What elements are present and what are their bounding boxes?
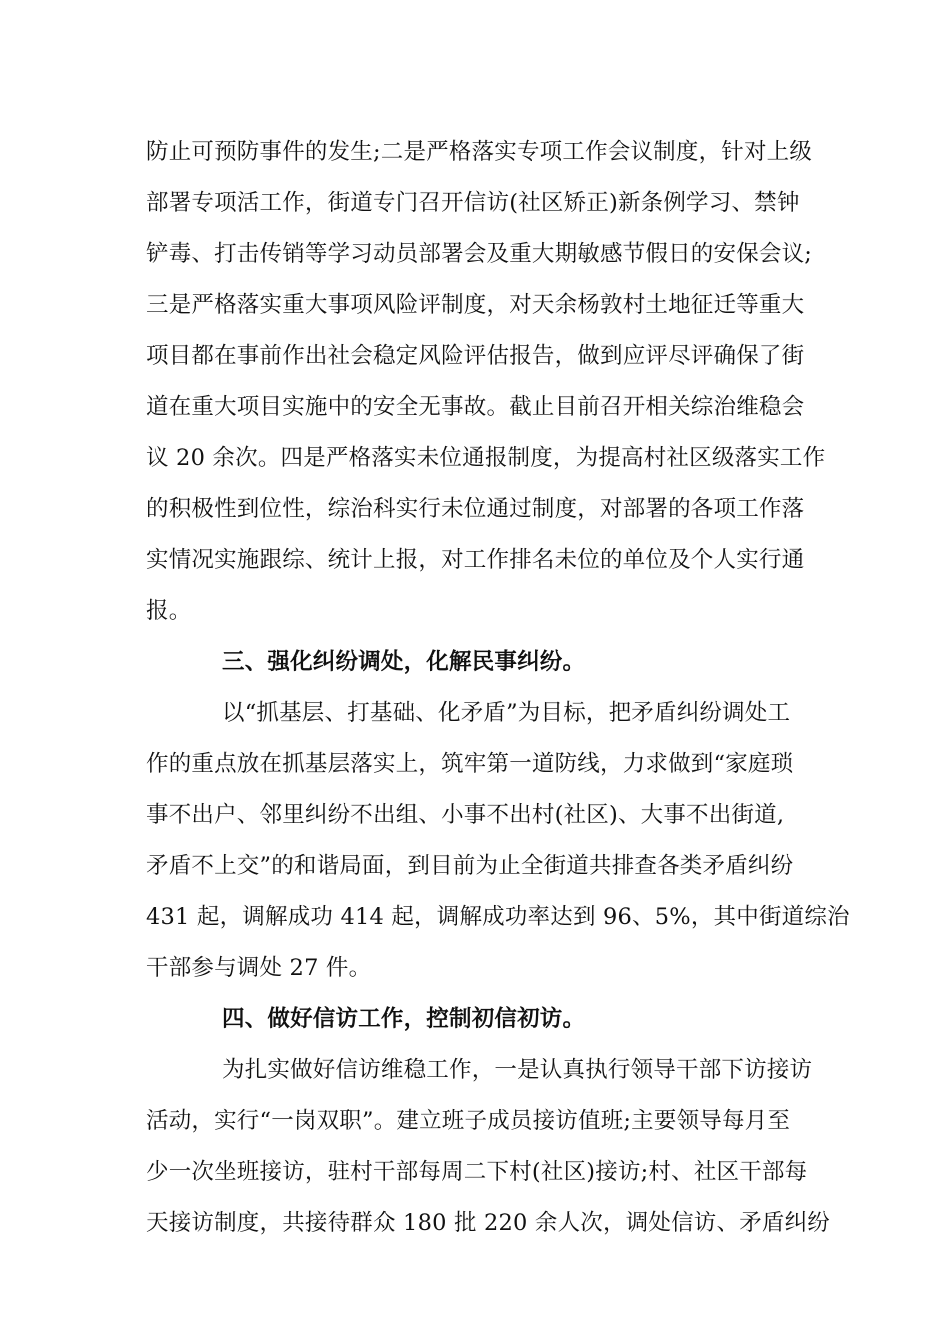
body-line: 议 20 余次。四是严格落实未位通报制度，为提高村社区级落实工作 <box>146 445 826 471</box>
body-line: 作的重点放在抓基层落实上，筑牢第一道防线，力求做到“家庭琐 <box>146 751 794 777</box>
body-line: 为扎实做好信访维稳工作，一是认真执行领导干部下访接访 <box>222 1057 813 1083</box>
body-line: 少一次坐班接访，驻村干部每周二下村(社区)接访;村、社区干部每 <box>146 1159 808 1185</box>
body-line: 三是严格落实重大事项风险评制度，对天余杨敦村土地征迁等重大 <box>146 292 805 318</box>
body-line: 天接访制度，共接待群众 180 批 220 余人次，调处信访、矛盾纠纷 <box>146 1210 831 1236</box>
body-line: 431 起，调解成功 414 起，调解成功率达到 96、5%，其中街道综治 <box>146 904 850 930</box>
body-line: 的积极性到位性，综治科实行未位通过制度，对部署的各项工作落 <box>146 496 805 522</box>
body-line: 防止可预防事件的发生;二是严格落实专项工作会议制度，针对上级 <box>146 139 813 165</box>
body-line: 矛盾不上交”的和谐局面，到目前为止全街道共排查各类矛盾纠纷 <box>146 853 794 879</box>
body-line: 部署专项活工作，街道专门召开信访(社区矫正)新条例学习、禁钟 <box>146 190 800 216</box>
body-line: 铲毒、打击传销等学习动员部署会及重大期敏感节假日的安保会议; <box>146 241 813 267</box>
body-line: 项目都在事前作出社会稳定风险评估报告，做到应评尽评确保了街 <box>146 343 805 369</box>
section-heading-4: 四、做好信访工作，控制初信初访。 <box>222 1006 586 1032</box>
body-line: 道在重大项目实施中的安全无事故。截止目前召开相关综治维稳会 <box>146 394 805 420</box>
section-heading-3: 三、强化纠纷调处，化解民事纠纷。 <box>222 649 586 675</box>
body-line: 以“抓基层、打基础、化矛盾”为目标，把矛盾纠纷调处工 <box>222 700 791 726</box>
body-line: 实情况实施跟综、统计上报，对工作排名未位的单位及个人实行通 <box>146 547 805 573</box>
body-line: 事不出户、邻里纠纷不出组、小事不出村(社区)、大事不出街道, <box>146 802 785 828</box>
body-line: 干部参与调处 27 件。 <box>146 955 372 981</box>
body-line: 报。 <box>146 598 192 624</box>
body-line: 活动，实行“一岗双职”。建立班子成员接访值班;主要领导每月至 <box>146 1108 791 1134</box>
